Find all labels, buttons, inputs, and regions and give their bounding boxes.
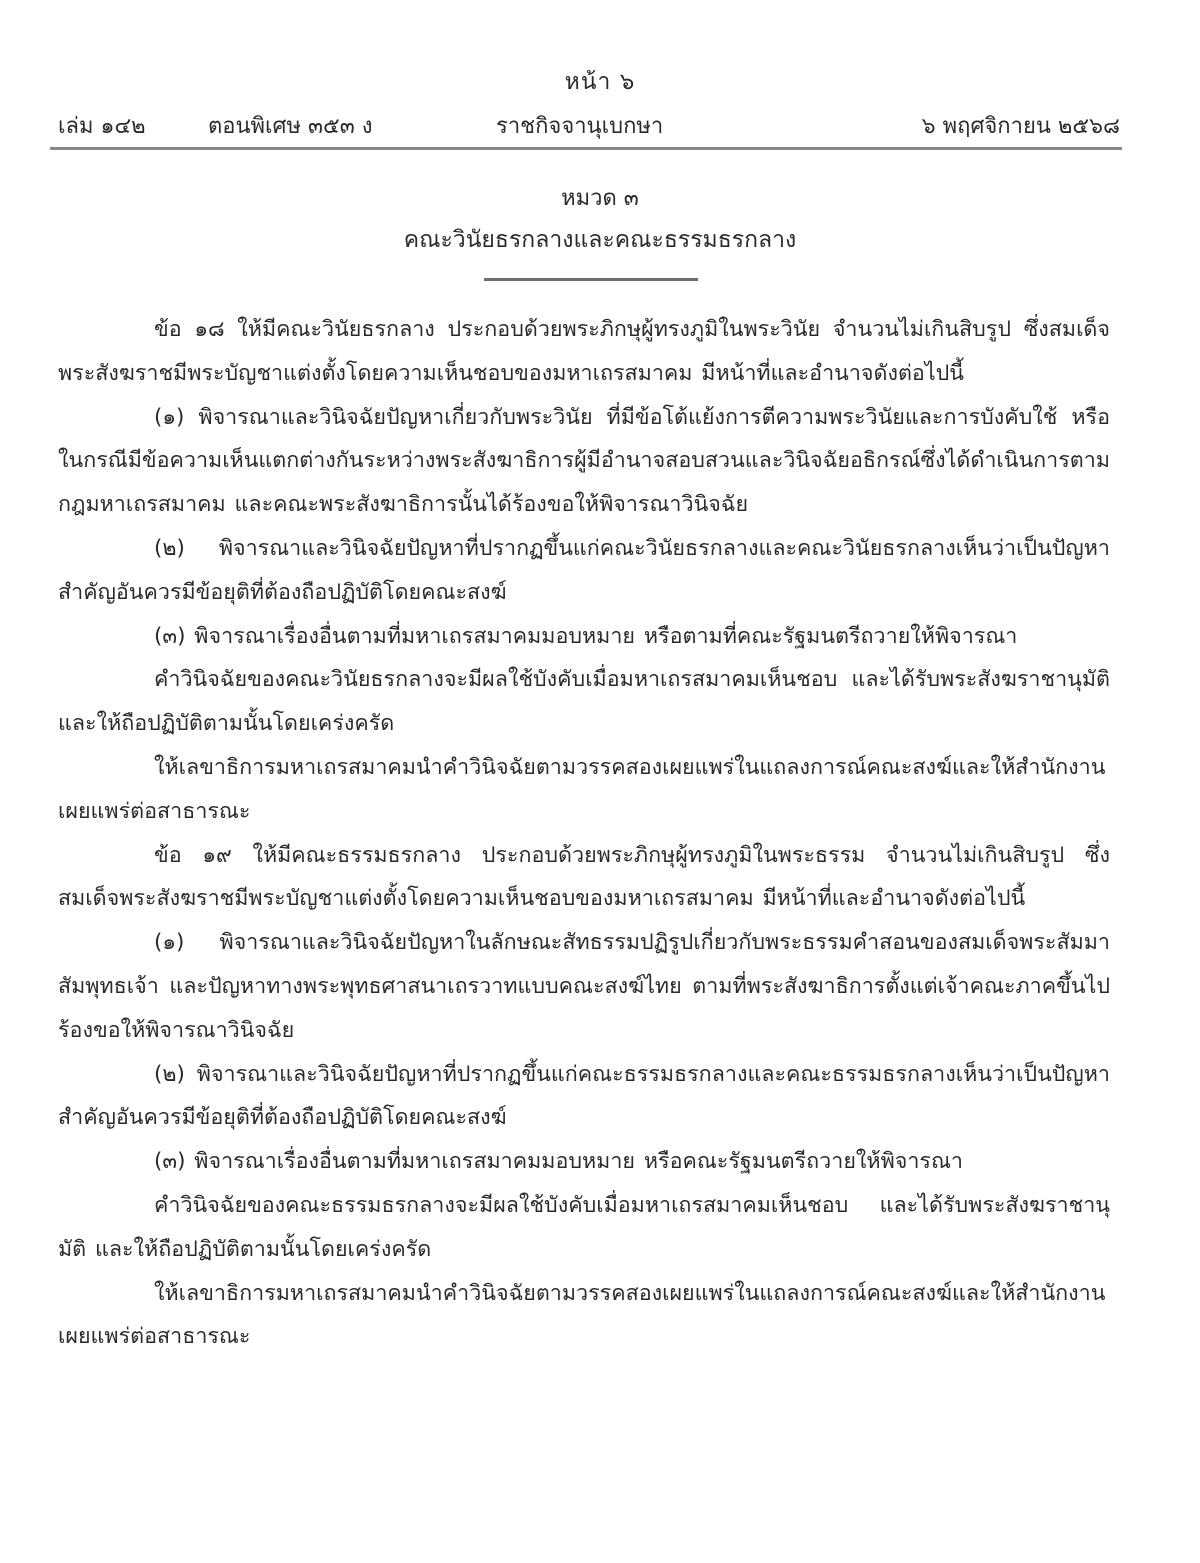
article-19-publication: ให้เลขาธิการมหาเถรสมาคมนำคำวินิจฉัยตามวรรคสองเผยแพร่ในแถลงการณ์คณะสงฆ์และให้สำนักงานเผยแพร่ต่อสาธารณะ: [58, 1280, 1106, 1350]
article-18: ข้อ ๑๘ ให้มีคณะวินัยธรกลาง ประกอบด้วยพระภิกษุผู้ทรงภูมิในพระวินัย จำนวนไม่เกินสิบรูป ซึ่งสมเด็จพระสังฆราชมีพระบัญชาแต่งตั้งโดยความเห็นชอบของมหาเถรสมาคม มีหน้าที่และอำนาจดังต่อไปนี้: [58, 317, 1110, 386]
article-18-clause-2: (๒) พิจารณาและวินิจฉัยปัญหาที่ปรากฏขึ้นแก่คณะวินัยธรกลางและคณะวินัยธรกลางเห็นว่าเป็นปัญหาสำคัญอันควรมีข้อยุติที่ต้องถือปฏิบัติโดยคณะสงฆ์: [58, 535, 1110, 605]
gazette-name: ราชกิจจานุเบกษา: [496, 114, 664, 139]
article-18-decision: คำวินิจฉัยของคณะวินัยธรกลางจะมีผลใช้บังคับเมื่อมหาเถรสมาคมเห็นชอบ และได้รับพระสังฆราชานุมัติ และให้ถือปฏิบัติตามนั้นโดยเคร่งครัด: [58, 667, 1110, 737]
section-label: ตอนพิเศษ ๓๕๓ ง: [208, 114, 373, 139]
publication-date: ๖ พฤศจิกายน ๒๕๖๘: [921, 114, 1120, 139]
chapter-number: หมวด ๓: [561, 186, 639, 211]
article-19-clause-1: (๑) พิจารณาและวินิจฉัยปัญหาในลักษณะสัทธรรมปฏิรูปเกี่ยวกับพระธรรมคำสอนของสมเด็จพระสัมมาสัมพุทธเจ้า และปัญหาทางพระพุทธศาสนาเถรวาทแบบคณะสงฆ์ไทย ตามที่พระสังฆาธิการตั้งแต่เจ้าคณะภาคขึ้นไปร้องขอให้พิจารณาวินิจฉัย: [58, 930, 1110, 1043]
article-18-clause-1: (๑) พิจารณาและวินิจฉัยปัญหาเกี่ยวกับพระวินัย ที่มีข้อโต้แย้งการตีความพระวินัยและการบังคับใช้ หรือในกรณีมีข้อความเห็นแตกต่างกันระหว่างพระสังฆาธิการผู้มีอำนาจสอบสวนและวินิจฉัยอธิกรณ์ซึ่งได้ดำเนินการตามกฎมหาเถรสมาคม และคณะพระสังฆาธิการนั้นได้ร้องขอให้พิจารณาวินิจฉัย: [58, 404, 1111, 518]
article-19-clause-3: (๓) พิจารณาเรื่องอื่นตามที่มหาเถรสมาคมมอบหมาย หรือคณะรัฐมนตรีถวายให้พิจารณา: [154, 1149, 963, 1175]
chapter-title: คณะวินัยธรกลางและคณะธรรมธรกลาง: [403, 227, 797, 253]
article-19: ข้อ ๑๙ ให้มีคณะธรรมธรกลาง ประกอบด้วยพระภิกษุผู้ทรงภูมิในพระธรรม จำนวนไม่เกินสิบรูป ซึ่งสมเด็จพระสังฆราชมีพระบัญชาแต่งตั้งโดยความเห็นชอบของมหาเถรสมาคม มีหน้าที่และอำนาจดังต่อไปนี้: [58, 842, 1110, 912]
article-18-publication: ให้เลขาธิการมหาเถรสมาคมนำคำวินิจฉัยตามวรรคสองเผยแพร่ในแถลงการณ์คณะสงฆ์และให้สำนักงานเผยแพร่ต่อสาธารณะ: [58, 754, 1106, 824]
page-number: หน้า ๖: [564, 69, 636, 95]
article-19-decision: คำวินิจฉัยของคณะธรรมธรกลางจะมีผลใช้บังคับเมื่อมหาเถรสมาคมเห็นชอบ และได้รับพระสังฆราชานุมัติ และให้ถือปฏิบัติตามนั้นโดยเคร่งครัด: [58, 1192, 1110, 1262]
volume-label: เล่ม ๑๔๒: [58, 114, 146, 139]
header-divider: [50, 147, 1122, 150]
gazette-header: [58, 108, 1120, 142]
chapter-divider: [484, 278, 698, 281]
document-body: [58, 308, 1110, 1359]
article-19-clause-2: (๒) พิจารณาและวินิจฉัยปัญหาที่ปรากฏขึ้นแก่คณะธรรมธรกลางและคณะธรรมธรกลางเห็นว่าเป็นปัญหาสำคัญอันควรมีข้อยุติที่ต้องถือปฏิบัติโดยคณะสงฆ์: [58, 1061, 1110, 1131]
article-18-clause-3: (๓) พิจารณาเรื่องอื่นตามที่มหาเถรสมาคมมอบหมาย หรือตามที่คณะรัฐมนตรีถวายให้พิจารณา: [154, 623, 1018, 649]
